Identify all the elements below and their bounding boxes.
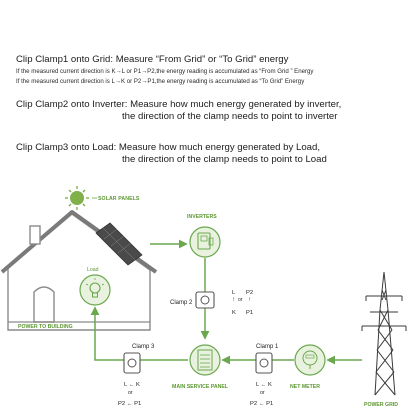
- clamp1-title: Clip Clamp1 onto Grid: Measure “From Grid” or “To Grid” energy: [16, 54, 289, 65]
- house-icon: [2, 212, 156, 330]
- clamp1-label: Clamp 1: [256, 344, 279, 350]
- clamp2-or: or: [238, 297, 243, 303]
- clamp1-rule-from-grid: If the measured current direction is K→L or P1→P2,the energy reading is accumulated as “From Grid ” Energy: [16, 68, 314, 75]
- clamp2-P2: P2: [246, 290, 254, 296]
- net-meter-node: [295, 345, 325, 375]
- clamp1-direction-line1: L ← K: [256, 382, 272, 388]
- clamp2-title: Clip Clamp2 onto Inverter: Measure how much energy generated by inverter,: [16, 99, 342, 110]
- transmission-tower-icon: [362, 272, 406, 395]
- clamp1-direction-line2: P2 ← P1: [250, 401, 274, 407]
- clamp2-direction-note: the direction of the clamp needs to point to inverter: [122, 111, 338, 122]
- main-service-panel-label: MAIN SERVICE PANEL: [172, 384, 229, 390]
- clamp2-up-arrow-left: ↑: [232, 297, 235, 303]
- inverters-label: INVERTERS: [187, 214, 217, 220]
- load-label: Load: [87, 267, 99, 273]
- clamp3-direction-or: or: [128, 390, 133, 396]
- sun-icon: [65, 186, 89, 210]
- clamp2-direction: [232, 290, 253, 316]
- clamp3-direction-line1: L ← K: [124, 382, 140, 388]
- net-meter-label: NET METER: [290, 384, 320, 390]
- clamp1-rule-to-grid: If the measured current direction is L→K or P2→P1,the energy reading is accumulated as “To Grid” Energy: [16, 78, 305, 85]
- load-node: [80, 275, 110, 305]
- clamp3-title: Clip Clamp3 onto Load: Measure how much energy generated by Load,: [16, 142, 320, 153]
- clamp2-up-arrow-right: ↑: [248, 297, 251, 303]
- clamp3-label: Clamp 3: [132, 344, 155, 350]
- power-grid-label: POWER GRID: [364, 402, 399, 408]
- clamp1-direction-or: or: [260, 390, 265, 396]
- clamp2-P1: P1: [246, 310, 254, 316]
- clamp3-direction-note: the direction of the clamp needs to point to Load: [122, 154, 327, 165]
- clamp3-icon: [124, 353, 140, 373]
- power-to-building-label: POWER TO BUILDING: [18, 324, 73, 330]
- clamp3-direction-line2: P2 ← P1: [118, 401, 142, 407]
- clamp2-icon: [196, 292, 214, 308]
- clamp2-label: Clamp 2: [170, 300, 193, 306]
- clamp2-K: K: [232, 310, 236, 316]
- main-service-panel-node: [190, 345, 220, 375]
- solar-panels-label: SOLAR PANELS: [98, 196, 140, 202]
- clamp2-L: L: [232, 290, 236, 296]
- inverter-node: [190, 227, 220, 257]
- clamp1-icon: [256, 353, 272, 373]
